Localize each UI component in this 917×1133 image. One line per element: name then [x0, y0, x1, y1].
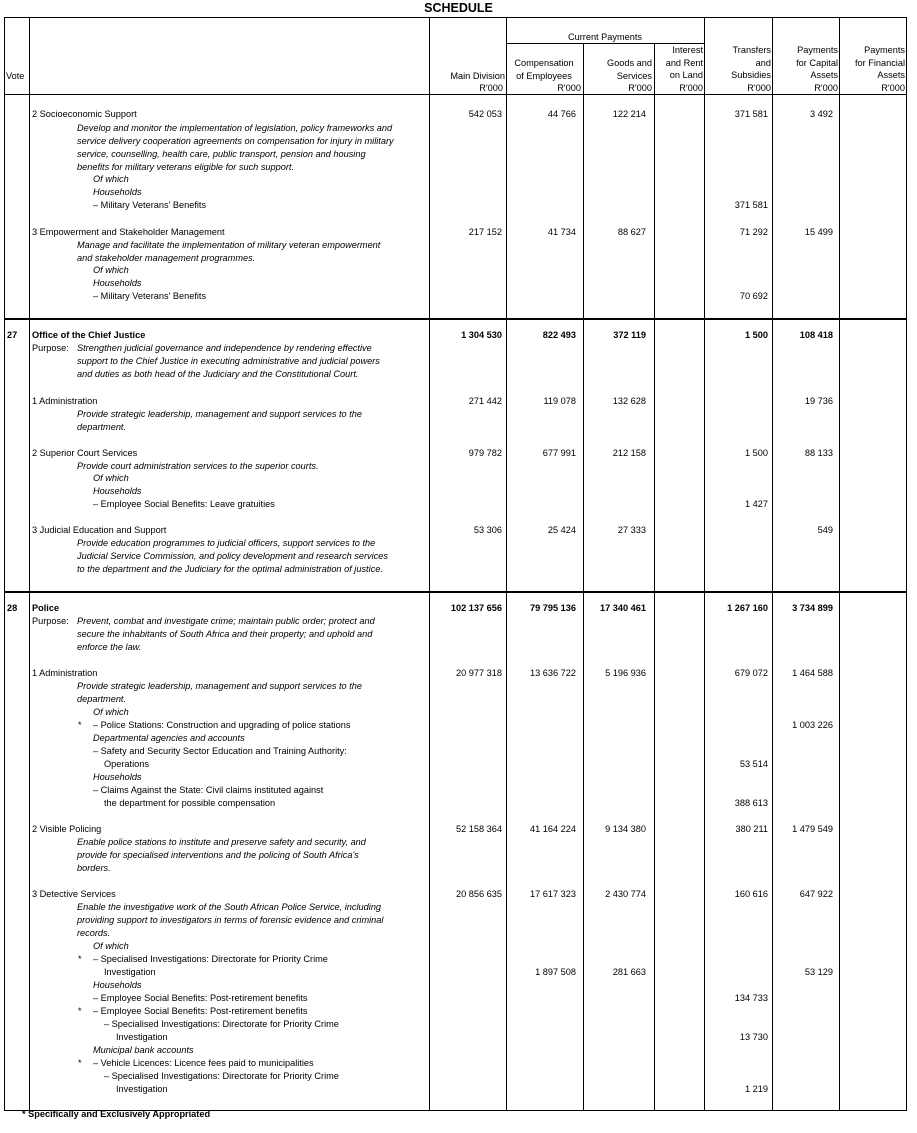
header-financial-line: for Financial: [854, 57, 905, 68]
transfers-value: 13 730: [739, 1032, 768, 1042]
line-item-label: Operations: [104, 759, 149, 769]
description-line: service delivery cooperation agreements on compensation for injury in military: [77, 136, 394, 146]
line-item-label: the department for possible compensation: [104, 798, 276, 808]
header-capital-line: Assets: [810, 70, 838, 80]
header-capital-line: Payments: [797, 45, 838, 55]
main-division-value: 102 137 656: [450, 603, 502, 613]
goods-services-value: 372 119: [613, 330, 646, 340]
description-line: Enable police stations to institute and preserve safety and security, and: [77, 837, 366, 847]
header-goods-line: Goods and: [607, 58, 652, 68]
capital-assets-value: 88 133: [804, 448, 833, 458]
description-line: Of which: [93, 473, 129, 483]
description-line: borders.: [77, 863, 111, 873]
goods-services-value: 132 628: [612, 396, 646, 406]
description-line: providing support to investigators in terms of forensic evidence and criminal: [77, 915, 384, 925]
capital-assets-value: 15 499: [804, 227, 833, 237]
compensation-value: 677 991: [542, 448, 576, 458]
line-item-label: Investigation: [116, 1084, 168, 1094]
description-line: Households: [93, 486, 142, 496]
capital-assets-value: 1 464 588: [792, 668, 833, 678]
line-item-label: 3 Judicial Education and Support: [32, 525, 167, 535]
main-division-value: 1 304 530: [461, 330, 502, 340]
transfers-value: 1 267 160: [727, 603, 768, 613]
description-line: provide for specialised interventions and the policing of South Africa's: [77, 850, 359, 860]
compensation-value: 13 636 722: [530, 668, 576, 678]
line-item-label: Investigation: [116, 1032, 168, 1042]
line-item-label: – Specialised Investigations: Directorate for Priority Crime: [104, 1071, 339, 1081]
description-line: secure the inhabitants of South Africa and their property; and uphold and: [77, 629, 373, 639]
main-division-value: 542 053: [468, 109, 502, 119]
header-transfers-line: and: [755, 57, 771, 68]
transfers-value: 380 211: [735, 824, 768, 834]
unit-label: R'000: [679, 83, 703, 93]
description-line: Of which: [93, 941, 129, 951]
description-line: support to the Chief Justice in executing administrative and judicial powers: [77, 356, 380, 366]
appropriation-star: *: [78, 720, 82, 730]
line-item-label: Investigation: [104, 967, 156, 977]
column-divider: [29, 17, 30, 1111]
vote-separator: [4, 319, 907, 320]
line-item-label: 2 Socioeconomic Support: [32, 109, 137, 119]
transfers-value: 1 500: [745, 330, 768, 340]
line-item-label: Purpose:: [32, 616, 69, 626]
header-vote: Vote: [6, 71, 25, 81]
main-division-value: 217 152: [468, 227, 502, 237]
main-division-value: 52 158 364: [456, 824, 502, 834]
description-line: Prevent, combat and investigate crime; maintain public order; protect and: [77, 616, 375, 626]
line-item-label: – Claims Against the State: Civil claims instituted against: [93, 785, 324, 795]
main-division-value: 53 306: [473, 525, 502, 535]
header-interest-line: on Land: [669, 70, 703, 80]
goods-services-value: 88 627: [617, 227, 646, 237]
unit-label: R'000: [747, 83, 771, 93]
transfers-value: 388 613: [734, 798, 768, 808]
header-rule: [4, 94, 907, 95]
line-item-label: – Military Veterans' Benefits: [93, 291, 207, 301]
line-item-label: – Employee Social Benefits: Post-retirement benefits: [93, 993, 308, 1003]
header-compensation: [507, 57, 581, 82]
goods-services-value: 17 340 461: [600, 603, 646, 613]
description-line: Provide education programmes to judicial officers, support services to the: [77, 538, 376, 548]
main-division-value: 271 442: [468, 396, 502, 406]
unit-label: R'000: [479, 83, 503, 93]
column-divider: [506, 17, 507, 1111]
main-division-value: 20 856 635: [456, 889, 502, 899]
capital-assets-value: 19 736: [804, 396, 833, 406]
line-item-label: 1 Administration: [32, 668, 98, 678]
column-divider: [839, 17, 840, 1111]
compensation-value: 44 766: [547, 109, 576, 119]
goods-services-value: 122 214: [612, 109, 646, 119]
compensation-value: 41 734: [547, 227, 576, 237]
header-capital: [773, 44, 838, 82]
compensation-value: 79 795 136: [530, 603, 576, 613]
main-division-value: 20 977 318: [456, 668, 502, 678]
description-line: Municipal bank accounts: [93, 1045, 194, 1055]
transfers-value: 71 292: [739, 227, 768, 237]
header-financial: [840, 44, 905, 82]
unit-label: R'000: [814, 83, 838, 93]
line-item-label: – Employee Social Benefits: Post-retirement benefits: [93, 1006, 308, 1016]
compensation-value: 41 164 224: [530, 824, 576, 834]
description-line: Households: [93, 187, 142, 197]
description-line: department.: [77, 422, 127, 432]
appropriation-star: *: [78, 1058, 82, 1068]
description-line: to the department and the Judiciary for the optimal administration of justice.: [77, 564, 383, 574]
capital-assets-value: 1 003 226: [792, 720, 833, 730]
line-item-label: Purpose:: [32, 343, 69, 353]
line-item-label: – Vehicle Licences: Licence fees paid to municipalities: [93, 1058, 314, 1068]
description-line: Manage and facilitate the implementation of military veteran empowerment: [77, 240, 381, 250]
capital-assets-value: 647 922: [799, 889, 833, 899]
footnote: * Specifically and Exclusively Appropriated: [22, 1109, 211, 1119]
description-line: Households: [93, 278, 142, 288]
compensation-value: 119 078: [543, 396, 576, 406]
description-line: and duties as both head of the Judiciary and the Constitutional Court.: [77, 369, 359, 379]
main-division-value: 979 782: [468, 448, 502, 458]
header-interest-line: and Rent: [665, 57, 703, 68]
appropriation-star: *: [78, 1006, 82, 1016]
header-capital-line: for Capital: [796, 57, 838, 68]
description-line: enforce the law.: [77, 642, 142, 652]
header-transfers-line: Subsidies: [731, 70, 771, 80]
header-interest-line: Interest: [672, 45, 703, 55]
transfers-value: 1 219: [745, 1084, 768, 1094]
header-goods-line: Services: [616, 70, 652, 81]
column-divider: [772, 17, 773, 1111]
header-compensation-line: Compensation: [514, 58, 574, 68]
vote-number: 28: [7, 603, 18, 613]
header-interest: [655, 44, 703, 82]
goods-services-value: 2 430 774: [605, 889, 646, 899]
capital-assets-value: 3 734 899: [792, 603, 833, 613]
transfers-value: 160 616: [734, 889, 768, 899]
appropriation-star: *: [78, 954, 82, 964]
description-line: Strengthen judicial governance and independence by rendering effective: [77, 343, 372, 353]
unit-label: R'000: [628, 83, 652, 93]
description-line: Judicial Service Commission, and policy development and research services: [77, 551, 388, 561]
transfers-value: 134 733: [734, 993, 768, 1003]
line-item-label: 3 Detective Services: [32, 889, 116, 899]
vote-title: Police: [32, 603, 60, 613]
compensation-value: 822 493: [542, 330, 576, 340]
column-divider: [654, 43, 655, 1111]
line-item-label: 2 Visible Policing: [32, 824, 102, 834]
description-line: Develop and monitor the implementation of legislation, policy frameworks and: [77, 123, 393, 133]
description-line: Households: [93, 772, 142, 782]
capital-assets-value: 53 129: [804, 967, 833, 977]
description-line: records.: [77, 928, 111, 938]
header-current-payments: Current Payments: [567, 32, 643, 42]
line-item-label: 2 Superior Court Services: [32, 448, 138, 458]
description-line: Departmental agencies and accounts: [93, 733, 245, 743]
line-item-label: – Employee Social Benefits: Leave gratuities: [93, 499, 275, 509]
transfers-value: 679 072: [734, 668, 768, 678]
transfers-value: 1 500: [745, 448, 768, 458]
description-line: Provide court administration services to the superior courts.: [77, 461, 319, 471]
goods-services-value: 9 134 380: [605, 824, 646, 834]
description-line: benefits for military veterans eligible for such support.: [77, 162, 295, 172]
header-compensation-line: of Employees: [516, 70, 572, 81]
description-line: department.: [77, 694, 127, 704]
line-item-label: – Specialised Investigations: Directorate for Priority Crime: [104, 1019, 339, 1029]
goods-services-value: 27 333: [617, 525, 646, 535]
line-item-label: – Specialised Investigations: Directorate for Priority Crime: [93, 954, 328, 964]
capital-assets-value: 549: [817, 525, 833, 535]
description-line: service, counselling, health care, public transport, pension and housing: [77, 149, 366, 159]
transfers-value: 1 427: [745, 499, 768, 509]
vote-separator: [4, 592, 907, 593]
transfers-value: 53 514: [739, 759, 768, 769]
transfers-value: 371 581: [734, 109, 768, 119]
column-divider: [429, 17, 430, 1111]
description-line: Of which: [93, 707, 129, 717]
goods-services-value: 212 158: [612, 448, 646, 458]
compensation-value: 17 617 323: [530, 889, 576, 899]
header-transfers: [705, 44, 771, 82]
description-line: and stakeholder management programmes.: [77, 253, 256, 263]
vote-title: Office of the Chief Justice: [32, 330, 146, 340]
column-divider: [583, 43, 584, 1111]
vote-number: 27: [7, 330, 18, 340]
capital-assets-value: 108 418: [799, 330, 833, 340]
description-line: Of which: [93, 174, 129, 184]
goods-services-value: 281 663: [612, 967, 646, 977]
transfers-value: 371 581: [734, 200, 768, 210]
header-transfers-line: Transfers: [732, 45, 771, 55]
line-item-label: – Safety and Security Sector Education and Training Authority:: [93, 746, 347, 756]
line-item-label: – Police Stations: Construction and upgrading of police stations: [93, 720, 351, 730]
line-item-label: – Military Veterans' Benefits: [93, 200, 207, 210]
unit-label: R'000: [881, 83, 905, 93]
compensation-value: 1 897 508: [535, 967, 576, 977]
header-financial-line: Payments: [864, 45, 905, 55]
line-item-label: 3 Empowerment and Stakeholder Management: [32, 227, 225, 237]
header-main-division: Main Division: [450, 71, 505, 81]
page-title: SCHEDULE: [424, 1, 493, 15]
column-divider: [704, 17, 705, 1111]
header-goods: [584, 57, 652, 82]
transfers-value: 70 692: [739, 291, 768, 301]
header-financial-line: Assets: [877, 70, 905, 80]
description-line: Enable the investigative work of the South African Police Service, including: [77, 902, 382, 912]
line-item-label: 1 Administration: [32, 396, 98, 406]
capital-assets-value: 3 492: [810, 109, 833, 119]
compensation-value: 25 424: [547, 525, 576, 535]
capital-assets-value: 1 479 549: [792, 824, 833, 834]
description-line: Of which: [93, 265, 129, 275]
description-line: Households: [93, 980, 142, 990]
unit-label: R'000: [557, 83, 581, 93]
goods-services-value: 5 196 936: [605, 668, 646, 678]
description-line: Provide strategic leadership, management and support services to the: [77, 681, 362, 691]
description-line: Provide strategic leadership, management and support services to the: [77, 409, 362, 419]
